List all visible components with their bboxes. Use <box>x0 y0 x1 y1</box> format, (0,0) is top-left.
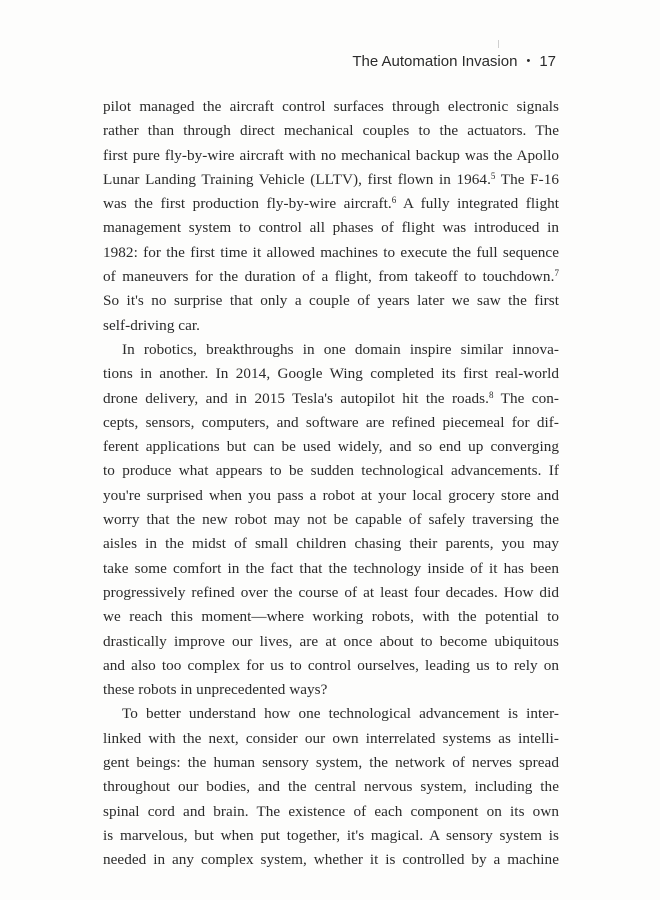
text-line: management system to control all phases of flight was introduced in <box>103 219 559 237</box>
text-line: take some comfort in the fact that the technology inside of it has been <box>103 559 559 577</box>
text-line: To better understand how one technological advancement is inter- <box>122 705 559 723</box>
text-line: gent beings: the human sensory system, the network of nerves spread <box>103 754 559 772</box>
text-line: 1982: for the first time it allowed machines to execute the full sequence <box>103 243 559 261</box>
scan-mark <box>498 40 499 48</box>
text-line: spinal cord and brain. The existence of each component on its own <box>103 802 559 820</box>
text-line: linked with the next, consider our own interrelated systems as intelli- <box>103 729 559 747</box>
text-line: In robotics, breakthroughs in one domain inspire similar innova- <box>122 340 559 358</box>
text-line <box>103 265 559 289</box>
text-line: is marvelous, but when put together, it's magical. A sensory system is <box>103 826 559 844</box>
text-line: worry that the new robot may not be capable of safely traversing the <box>103 511 559 529</box>
text-line: cepts, sensors, computers, and software are refined piecemeal for dif- <box>103 413 559 431</box>
text-line: and also too complex for us to control ourselves, leading us to rely on <box>103 656 559 674</box>
text-line: these robots in unprecedented ways? <box>103 681 328 699</box>
text-line: ferent applications but can be used widely, and so end up converging <box>103 438 559 456</box>
text-segment: A fully integrated flight <box>396 195 560 213</box>
text-segment: of maneuvers for the duration of a flight, from takeoff to touchdown. <box>103 268 555 286</box>
text-segment: The con- <box>493 389 559 407</box>
running-head <box>352 53 556 70</box>
text-line: you're surprised when you pass a robot at your local grocery store and <box>103 486 559 504</box>
bullet-separator: • <box>526 54 531 67</box>
footnote-ref: 6 <box>391 195 397 206</box>
footnote-ref: 8 <box>488 389 494 400</box>
text-line <box>103 387 559 411</box>
text-line: we reach this moment—where working robots, with the potential to <box>103 608 559 626</box>
text-line: self-driving car. <box>103 316 201 334</box>
paragraph-3 <box>103 702 559 872</box>
text-line: throughout our bodies, and the central nervous system, including the <box>103 778 559 796</box>
footnote-ref: 5 <box>490 170 496 181</box>
chapter-title: The Automation Invasion <box>352 53 518 70</box>
text-line <box>103 168 559 192</box>
text-line: aisles in the midst of small children chasing their parents, you may <box>103 535 559 553</box>
text-line: progressively refined over the course of at least four decades. How did <box>103 583 559 601</box>
text-line: rather than through direct mechanical couples to the actuators. The <box>103 122 559 140</box>
text-line: So it's no surprise that only a couple of years later we saw the first <box>103 292 559 310</box>
footnote-ref: 7 <box>554 268 559 279</box>
text-line: tions in another. In 2014, Google Wing completed its first real-world <box>103 365 559 383</box>
text-segment: drone delivery, and in 2015 Tesla's autopilot hit the roads. <box>103 389 489 407</box>
paragraph-1 <box>103 95 559 338</box>
text-line: to produce what appears to be sudden technological advancements. If <box>103 462 559 480</box>
text-line: drastically improve our lives, are at once about to become ubiquitous <box>103 632 559 650</box>
text-segment: was the first production fly-by-wire aircraft. <box>103 195 392 213</box>
paragraph-2 <box>103 338 559 702</box>
text-line: needed in any complex system, whether it is controlled by a machine <box>103 851 559 869</box>
text-line: pilot managed the aircraft control surfaces through electronic signals <box>103 98 559 115</box>
text-segment: The F-16 <box>495 170 559 188</box>
text-line: first pure fly-by-wire aircraft with no mechanical backup was the Apollo <box>103 146 559 164</box>
text-line <box>103 192 559 216</box>
text-segment: Lunar Landing Training Vehicle (LLTV), first flown in 1964. <box>103 170 491 188</box>
page-number: 17 <box>539 53 556 70</box>
body-text <box>103 95 559 873</box>
